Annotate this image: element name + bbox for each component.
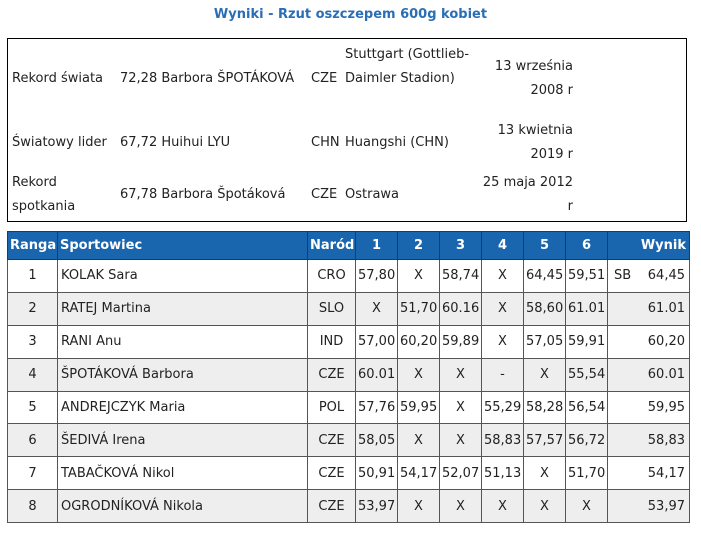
result-cell xyxy=(608,325,690,358)
season-best-badge: SB xyxy=(614,268,632,283)
result-value: 61.01 xyxy=(647,301,685,317)
attempt-5-cell: 57,05 xyxy=(524,325,566,358)
table-header-row xyxy=(8,232,690,260)
athlete-cell: ŠPOTÁKOVÁ Barbora xyxy=(58,358,308,391)
nation-cell: CZE xyxy=(308,424,356,457)
result-value: 64,45 xyxy=(647,268,685,284)
attempt-3-cell: X xyxy=(440,358,482,391)
record-place: Ostrawa xyxy=(345,187,400,202)
record-place: Huangshi (CHN) xyxy=(345,135,449,150)
table-row xyxy=(8,391,690,424)
record-nation: CZE xyxy=(311,71,338,86)
attempt-6-cell: 55,54 xyxy=(566,358,608,391)
attempt-3-cell: X xyxy=(440,424,482,457)
rank-cell: 7 xyxy=(8,457,58,490)
athlete-cell: OGRODNÍKOVÁ Nikola xyxy=(58,490,308,523)
record-nation: CZE xyxy=(311,187,338,202)
attempt-1-cell: 53,97 xyxy=(356,490,398,523)
result-value: 59,95 xyxy=(647,399,685,415)
results-table xyxy=(7,231,690,523)
attempt-6-cell: X xyxy=(566,490,608,523)
nation-cell: IND xyxy=(308,325,356,358)
record-label: Rekord świata xyxy=(12,71,104,86)
result-value: 60.01 xyxy=(647,367,685,383)
record-mark: 67,72 Huihui LYU xyxy=(120,135,231,150)
athlete-cell: TABAČKOVÁ Nikol xyxy=(58,457,308,490)
attempt-6-cell: 59,51 xyxy=(566,260,608,293)
attempt-1-cell: X xyxy=(356,292,398,325)
rank-cell: 8 xyxy=(8,490,58,523)
attempt-6-cell: 59,91 xyxy=(566,325,608,358)
attempt-5-cell: X xyxy=(524,457,566,490)
attempt-4-cell: X xyxy=(482,292,524,325)
table-row xyxy=(8,325,690,358)
attempt-6-cell: 61.01 xyxy=(566,292,608,325)
header-attempt-3[interactable]: 3 xyxy=(440,232,482,260)
header-result[interactable]: Wynik xyxy=(608,232,690,260)
athlete-cell: ANDREJCZYK Maria xyxy=(58,391,308,424)
header-nation[interactable]: Naród xyxy=(308,232,356,260)
header-attempt-2[interactable]: 2 xyxy=(398,232,440,260)
table-row xyxy=(8,358,690,391)
header-attempt-1[interactable]: 1 xyxy=(356,232,398,260)
record-place: Stuttgart (Gottlieb-Daimler Stadion) xyxy=(345,47,470,86)
record-date: 25 maja 2012 r xyxy=(482,175,573,214)
attempt-5-cell: X xyxy=(524,358,566,391)
result-value: 54,17 xyxy=(647,465,685,481)
attempt-3-cell: 59,89 xyxy=(440,325,482,358)
attempt-6-cell: 51,70 xyxy=(566,457,608,490)
attempt-4-cell: 55,29 xyxy=(482,391,524,424)
attempt-5-cell: 64,45 xyxy=(524,260,566,293)
attempt-2-cell: 54,17 xyxy=(398,457,440,490)
table-row xyxy=(8,457,690,490)
record-mark: 72,28 Barbora ŠPOTÁKOVÁ xyxy=(120,71,295,86)
attempt-2-cell: 60,20 xyxy=(398,325,440,358)
athlete-cell: RATEJ Martina xyxy=(58,292,308,325)
table-row xyxy=(8,292,690,325)
athlete-cell: RANI Anu xyxy=(58,325,308,358)
result-cell xyxy=(608,358,690,391)
attempt-5-cell: 57,57 xyxy=(524,424,566,457)
attempt-1-cell: 58,05 xyxy=(356,424,398,457)
table-row xyxy=(8,424,690,457)
attempt-5-cell: 58,28 xyxy=(524,391,566,424)
result-cell xyxy=(608,457,690,490)
record-date: 13 września 2008 r xyxy=(494,59,573,98)
nation-cell: CRO xyxy=(308,260,356,293)
attempt-6-cell: 56,54 xyxy=(566,391,608,424)
header-rank[interactable]: Ranga xyxy=(8,232,58,260)
rank-cell: 3 xyxy=(8,325,58,358)
rank-cell: 4 xyxy=(8,358,58,391)
nation-cell: POL xyxy=(308,391,356,424)
attempt-1-cell: 57,80 xyxy=(356,260,398,293)
page-title: Wyniki - Rzut oszczepem 600g kobiet xyxy=(213,7,488,22)
result-value: 58,83 xyxy=(647,432,685,448)
attempt-2-cell: X xyxy=(398,358,440,391)
result-cell xyxy=(608,490,690,523)
result-cell xyxy=(608,260,690,293)
header-attempt-5[interactable]: 5 xyxy=(524,232,566,260)
record-nation: CHN xyxy=(311,135,340,150)
attempt-2-cell: X xyxy=(398,490,440,523)
result-cell xyxy=(608,391,690,424)
attempt-3-cell: 58,74 xyxy=(440,260,482,293)
attempt-1-cell: 50,91 xyxy=(356,457,398,490)
attempt-4-cell: - xyxy=(482,358,524,391)
record-date: 13 kwietnia 2019 r xyxy=(497,123,573,162)
result-value: 60,20 xyxy=(647,334,685,350)
attempt-5-cell: 58,60 xyxy=(524,292,566,325)
header-attempt-6[interactable]: 6 xyxy=(566,232,608,260)
rank-cell: 6 xyxy=(8,424,58,457)
attempt-4-cell: 51,13 xyxy=(482,457,524,490)
attempt-5-cell: X xyxy=(524,490,566,523)
record-label: Światowy lider xyxy=(12,135,107,150)
attempt-2-cell: X xyxy=(398,260,440,293)
records-box xyxy=(7,38,687,222)
table-row xyxy=(8,490,690,523)
nation-cell: CZE xyxy=(308,457,356,490)
attempt-1-cell: 57,76 xyxy=(356,391,398,424)
attempt-3-cell: 52,07 xyxy=(440,457,482,490)
athlete-cell: ŠEDIVÁ Irena xyxy=(58,424,308,457)
table-row xyxy=(8,260,690,293)
attempt-6-cell: 56,72 xyxy=(566,424,608,457)
result-cell xyxy=(608,292,690,325)
attempt-4-cell: X xyxy=(482,490,524,523)
result-value: 53,97 xyxy=(647,498,685,514)
attempt-4-cell: X xyxy=(482,325,524,358)
nation-cell: SLO xyxy=(308,292,356,325)
record-label: Rekord spotkania xyxy=(12,175,76,214)
rank-cell: 5 xyxy=(8,391,58,424)
attempt-2-cell: 51,70 xyxy=(398,292,440,325)
header-attempt-4[interactable]: 4 xyxy=(482,232,524,260)
attempt-1-cell: 57,00 xyxy=(356,325,398,358)
attempt-3-cell: 60.16 xyxy=(440,292,482,325)
attempt-1-cell: 60.01 xyxy=(356,358,398,391)
nation-cell: CZE xyxy=(308,490,356,523)
attempt-4-cell: X xyxy=(482,260,524,293)
rank-cell: 1 xyxy=(8,260,58,293)
header-athlete[interactable]: Sportowiec xyxy=(58,232,308,260)
attempt-2-cell: 59,95 xyxy=(398,391,440,424)
athlete-cell: KOLAK Sara xyxy=(58,260,308,293)
attempt-3-cell: X xyxy=(440,391,482,424)
result-cell xyxy=(608,424,690,457)
attempt-3-cell: X xyxy=(440,490,482,523)
nation-cell: CZE xyxy=(308,358,356,391)
attempt-4-cell: 58,83 xyxy=(482,424,524,457)
attempt-2-cell: X xyxy=(398,424,440,457)
record-mark: 67,78 Barbora Špotáková xyxy=(120,187,286,202)
rank-cell: 2 xyxy=(8,292,58,325)
